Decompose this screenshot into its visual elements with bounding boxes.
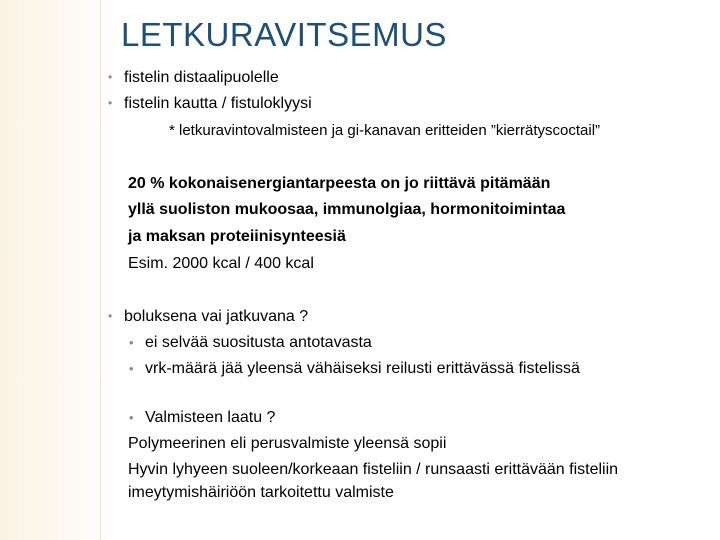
bullet-icon: • <box>108 309 113 323</box>
background-divider <box>100 0 101 540</box>
quality-line: Hyvin lyhyeen suoleen/korkeaan fisteliin / runsaasti erittävään fisteliin <box>128 461 619 478</box>
bullet-icon: • <box>108 70 113 84</box>
sub-bullet-icon: • <box>129 410 134 425</box>
bullet-fistuloclysis: fistelin kautta / fistuloklyysi <box>124 95 312 112</box>
footnote-text: * letkuravintovalmisteen ja gi-kanavan eritteiden ”kierrätyscoctail” <box>169 122 601 139</box>
bullet-dosing: boluksena vai jatkuvana ? <box>124 308 309 325</box>
slide-title: LETKURAVITSEMUS <box>121 16 447 53</box>
sub-bullet-icon: • <box>129 335 134 350</box>
bullet-distal: fistelin distaalipuolelle <box>124 69 279 86</box>
sub-bullet-text: vrk-määrä jää yleensä vähäiseksi reilusti erittävässä fistelissä <box>145 360 580 377</box>
sub-bullet-icon: • <box>129 361 134 376</box>
bullet-icon: • <box>108 96 113 110</box>
bold-paragraph-line: yllä suoliston mukoosaa, immunolgiaa, hormonitoimintaa <box>128 201 566 218</box>
quality-line: imeytymishäiriöön tarkoitettu valmiste <box>128 484 394 501</box>
quality-bullet-text: Valmisteen laatu ? <box>145 409 276 426</box>
background-band <box>0 0 120 540</box>
sub-bullet-text: ei selvää suositusta antotavasta <box>145 334 372 351</box>
example-text: Esim. 2000 kcal / 400 kcal <box>128 255 314 272</box>
bold-paragraph-line: 20 % kokonaisenergiantarpeesta on jo riittävä pitämään <box>128 175 551 192</box>
bold-paragraph-line: ja maksan proteiinisynteesiä <box>128 228 346 245</box>
quality-line: Polymeerinen eli perusvalmiste yleensä sopii <box>128 435 447 452</box>
